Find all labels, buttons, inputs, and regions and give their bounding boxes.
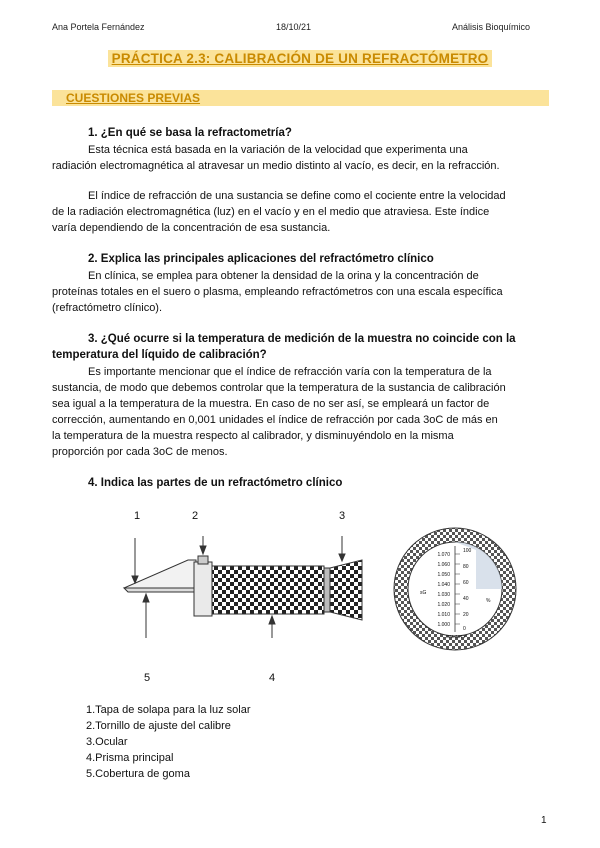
answer-3-line-6: proporción por cada 3oC de menos. (52, 446, 228, 458)
calibration-screw (198, 556, 208, 564)
question-4: 4. Indica las partes de un refractómetro clínico (88, 477, 343, 489)
scale-left-4: 1.030 (437, 592, 450, 598)
scale-right-4: 20 (463, 612, 469, 618)
answer-2-line-3: (refractómetro clínico). (52, 302, 163, 314)
scale-right-unit: % (486, 598, 491, 604)
answer-3-line-2: sustancia, de modo que debemos controlar que la temperatura de la sustancia de calibración (52, 382, 506, 394)
answer-2-line-1: En clínica, se emplea para obtener la densidad de la orina y la concentración de (88, 270, 479, 282)
diagram-label-1: 1 (134, 510, 141, 522)
answer-3-line-5: la temperatura de la muestra respecto al calibrador, y disminuyéndolo en la misma (52, 430, 454, 442)
answer-2 (52, 268, 549, 316)
answer-1-paragraph-1 (52, 142, 549, 174)
question-3-line-1: 3. ¿Qué ocurre si la temperatura de medición de la muestra no coincide con la (88, 333, 516, 345)
scale-left-7: 1.000 (437, 622, 450, 628)
scale-left-0: 1.070 (437, 552, 450, 558)
scale-left-3: 1.040 (437, 582, 450, 588)
parts-list (86, 702, 251, 782)
answer-1-p2-line-1: El índice de refracción de una sustancia se define como el cociente entre la velocidad (88, 190, 506, 202)
scale-left-6: 1.010 (437, 612, 450, 618)
answer-3-line-3: sea igual a la temperatura de la muestra. En caso de no ser así, se empleará un factor de (52, 398, 490, 410)
diagram-label-3: 3 (339, 510, 346, 522)
prism-body (194, 562, 212, 616)
scale-left-1: 1.060 (437, 562, 450, 568)
answer-1-p1-line-1: Esta técnica está basada en la variación de la velocidad que experimenta una (88, 144, 468, 156)
answer-1-p2-line-2: de la radiación electromagnética (luz) en el vacío y en el medio que atraviesa. Este índice (52, 206, 490, 218)
question-2: 2. Explica las principales aplicaciones del refractómetro clínico (88, 253, 434, 265)
list-item: 2.Tornillo de ajuste del calibre (86, 720, 231, 732)
answer-3 (52, 364, 549, 460)
scale-right-2: 60 (463, 580, 469, 586)
refractometer-diagram (86, 526, 376, 646)
scale-right-0: 100 (463, 548, 472, 554)
question-3-line-2: temperatura del líquido de calibración? (52, 349, 267, 361)
scale-left-unit: sG (420, 590, 427, 596)
list-item: 3.Ocular (86, 736, 128, 748)
page-number: 1 (541, 815, 547, 826)
scale-left-5: 1.020 (437, 602, 450, 608)
section-heading: CUESTIONES PREVIAS (66, 91, 201, 105)
answer-3-line-4: corrección, aumentando en 0,001 unidades el índice de refracción por cada 3oC de más en (52, 414, 498, 426)
scale-left-2: 1.050 (437, 572, 450, 578)
list-item: 4.Prisma principal (86, 752, 174, 764)
question-1: 1. ¿En qué se basa la refractometría? (88, 127, 292, 139)
answer-1-paragraph-2 (52, 188, 549, 236)
answer-2-line-2: proteínas totales en el suero o plasma, empleando refractómetros con una escala específica (52, 286, 503, 298)
list-item: 5.Cobertura de goma (86, 768, 190, 780)
scale-right-3: 40 (463, 596, 469, 602)
diagram-label-2: 2 (192, 510, 199, 522)
answer-1-p1-line-2: radiación electromagnética al atravesar un medio distinto al vacío, es decir, en la refracción. (52, 160, 500, 172)
diagram-label-5: 5 (144, 672, 151, 684)
scale-right-1: 80 (463, 564, 469, 570)
eyepiece-ring (324, 568, 330, 612)
scale-view-diagram (392, 526, 518, 652)
header-date: 18/10/21 (276, 22, 312, 32)
eyepiece (330, 560, 362, 620)
diagram-label-4: 4 (269, 672, 276, 684)
page-title: PRÁCTICA 2.3: CALIBRACIÓN DE UN REFRACTÓMETRO (108, 50, 493, 67)
scale-bottom-label: SALINITY (446, 634, 467, 639)
header-author: Ana Portela Fernández (52, 22, 145, 32)
list-item: 1.Tapa de solapa para la luz solar (86, 704, 251, 716)
rubber-grip (212, 566, 324, 614)
scale-right-5: 0 (463, 626, 466, 632)
answer-1-p2-line-3: varía dependiendo de la concentración de esa sustancia. (52, 222, 331, 234)
answer-3-line-1: Es importante mencionar que el índice de refracción varía con la temperatura de la (88, 366, 492, 378)
header-subject: Análisis Bioquímico (452, 22, 531, 32)
title-container (0, 50, 600, 68)
